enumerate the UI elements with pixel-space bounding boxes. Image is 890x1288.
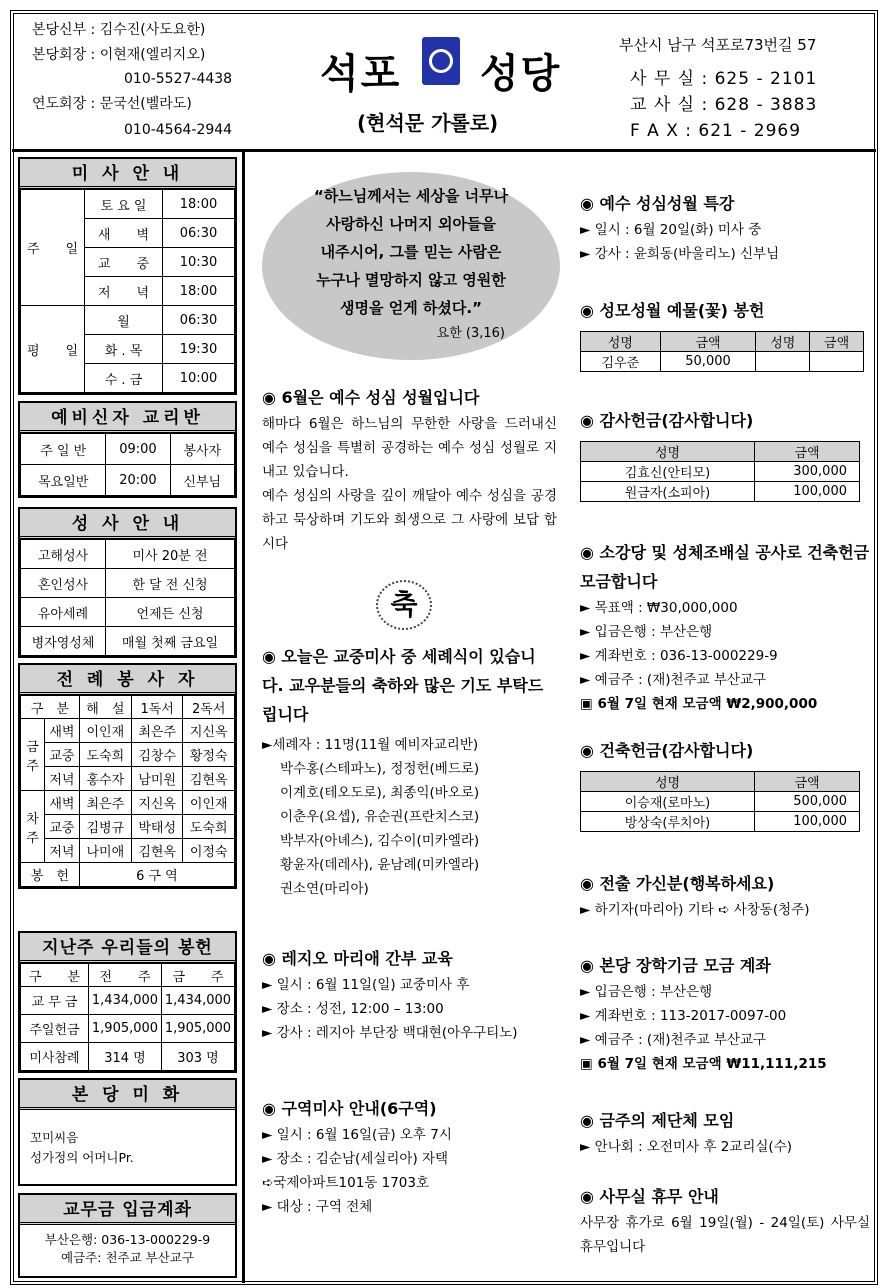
list-item: ► 계좌번호 : 036-13-000229-9 (580, 648, 778, 664)
teacher-phone: 교 사 실 : 628 - 3883 (630, 95, 818, 115)
table-row (21, 540, 235, 569)
table-cell: 교 중 (85, 248, 163, 277)
list-item: ► 일시 : 6월 20일(화) 미사 중 (580, 222, 762, 238)
table-cell: 500,000 (755, 792, 860, 812)
table-cell: 새벽 (45, 791, 80, 815)
table-row (21, 696, 235, 719)
account-title: 교무금 입금계좌 (20, 1195, 235, 1225)
table-cell: 수 . 금 (85, 364, 163, 393)
june-body: 해마다 6월은 하느님의 무한한 사랑을 드러내신 예수 성심을 특별히 공경하는 예수 성심 성월로 지내고 있습니다. (262, 416, 557, 480)
table-cell: 06:30 (163, 306, 235, 335)
table-cell: 교중 (45, 743, 80, 767)
list-item: ► 대상 : 구역 전체 (262, 1199, 373, 1215)
table-cell: 김현옥 (131, 839, 183, 863)
table-cell: 홍수자 (79, 767, 131, 791)
table-cell: 20:00 (106, 465, 170, 496)
flowers-title: 본 당 미 화 (20, 1080, 235, 1110)
sacraments-title: 성 사 안 내 (20, 509, 235, 539)
table-cell: 주 일 (21, 190, 85, 306)
table-cell: 금 주 (162, 964, 235, 987)
departed-line: ► 하기자(마리아) 기타 ➪ 사창동(청주) (580, 902, 810, 918)
table-cell: 이인재 (79, 719, 131, 743)
table-cell: 18:00 (163, 277, 235, 306)
groups-line: ► 안나회 : 오전미사 후 2교리실(수) (580, 1139, 793, 1155)
list-item: 이춘우(요셉), 유순권(프란치스코) (280, 809, 480, 825)
list-item: ► 일시 : 6월 11일(일) 교중미사 후 (262, 977, 470, 993)
table-cell: 이인재 (183, 791, 235, 815)
list-item: 박부자(아녜스), 김수이(미카엘라) (280, 833, 480, 849)
table-cell: 1,434,000 (89, 987, 162, 1015)
quote-line: 생명을 얻게 하셨다.” (340, 299, 482, 317)
table-row (21, 569, 235, 598)
liturgy-title: 전 례 봉 사 자 (20, 665, 235, 695)
church-logo-icon (422, 37, 460, 85)
table-cell: 미사 20분 전 (106, 540, 235, 569)
june-title: ◉ 6월은 예수 성심 성월입니다 (262, 388, 480, 407)
table-cell: 저녁 (45, 839, 80, 863)
flowers-line: 성가정의 어머니Pr. (30, 1150, 134, 1165)
table-cell: 이정숙 (183, 839, 235, 863)
president-phone: 010-5527-4438 (124, 71, 233, 87)
table-cell: 금액 (660, 332, 756, 352)
scholarship-total: ▣ 6월 7일 현재 모금액 ₩11,111,215 (580, 1056, 827, 1072)
table-cell: 신부님 (170, 465, 235, 496)
address: 부산시 남구 석포로73번길 57 (619, 36, 817, 54)
table-cell: 봉 헌 (21, 863, 80, 887)
table-cell: 미사참례 (21, 1043, 89, 1071)
header (12, 12, 876, 152)
table-cell: 성명 (581, 332, 661, 352)
table-cell: 10:00 (163, 364, 235, 393)
building-thanks-title: ◉ 건축헌금(감사합니다) (580, 741, 754, 760)
table-cell: 도숙희 (79, 743, 131, 767)
table-cell: 새 벽 (85, 219, 163, 248)
building-section (580, 538, 870, 716)
table-cell: 황정숙 (183, 743, 235, 767)
table-cell: 19:30 (163, 335, 235, 364)
table-cell: 봉사자 (170, 434, 235, 465)
table-row (21, 1015, 235, 1043)
table-cell: 06:30 (163, 219, 235, 248)
lecture-section (580, 190, 870, 266)
youth-president: 연도회장 : 문국선(벨라도) (32, 96, 192, 112)
table-cell: 1독서 (131, 696, 183, 719)
table-cell: 1,905,000 (162, 1015, 235, 1043)
table-cell (810, 352, 864, 372)
table-row (21, 987, 235, 1015)
table-cell: 저 녁 (85, 277, 163, 306)
office-closed-title: ◉ 사무실 휴무 안내 (580, 1187, 719, 1206)
mary-title: ◉ 성모성월 예물(꽃) 봉헌 (580, 301, 765, 320)
table-cell: 최은주 (79, 791, 131, 815)
table-cell: 한 달 전 신청 (106, 569, 235, 598)
quote-line: “하느님께서는 세상을 너무나 (313, 187, 509, 205)
table-cell: 100,000 (755, 812, 860, 832)
list-item: ► 예금주 : (재)천주교 부산교구 (580, 672, 767, 688)
office-closed-body: 사무장 휴가로 6월 19일(월) - 24일(토) 사무실 휴무입니다 (580, 1215, 870, 1255)
table-cell: 목요일반 (21, 465, 106, 496)
building-thanks-section (580, 737, 870, 832)
table-cell: 구 분 (21, 964, 89, 987)
flowers-line: 꼬미씨음 (30, 1130, 79, 1145)
table-row (21, 306, 235, 335)
table-cell: 전 주 (89, 964, 162, 987)
table-row (21, 1043, 235, 1071)
quote-source: 요한 (3,16) (436, 326, 505, 341)
table-cell: 박태성 (131, 815, 183, 839)
list-item: ► 장소 : 김순남(세실리아) 자택 (262, 1151, 449, 1167)
table-cell: 성명 (581, 442, 755, 462)
list-item: ► 일시 : 6월 16일(금) 오후 7시 (262, 1127, 452, 1143)
table-cell: 구 분 (21, 696, 80, 719)
account-box (18, 1193, 237, 1278)
table-cell: 지신옥 (131, 791, 183, 815)
table-cell: 금주 (21, 719, 45, 791)
table-cell: 차주 (21, 791, 45, 863)
subtitle: (현석문 가롤로) (357, 111, 499, 135)
table-cell: 300,000 (755, 462, 860, 482)
table-row (581, 332, 864, 352)
table-cell: 평 일 (21, 306, 85, 393)
table-cell: 월 (85, 306, 163, 335)
table-cell: 토 요 일 (85, 190, 163, 219)
table-cell: 18:00 (163, 190, 235, 219)
table-cell: 주 일 반 (21, 434, 106, 465)
table-cell: 이승재(로마노) (581, 792, 755, 812)
table-row (21, 767, 235, 791)
flowers-box (18, 1078, 237, 1186)
table-cell: 매월 첫째 금요일 (106, 627, 235, 656)
offering-title: 지난주 우리들의 봉헌 (20, 933, 235, 963)
legio-section (262, 945, 557, 1045)
table-row (581, 792, 860, 812)
account-holder: 예금주: 천주교 부산교구 (61, 1250, 194, 1265)
building-title: ◉ 소강당 및 성체조배실 공사로 건축헌금 모금합니다 (580, 543, 870, 591)
table-cell: 원금자(소피아) (581, 482, 755, 502)
table-cell: 303 명 (162, 1043, 235, 1071)
pastor: 본당신부 : 김수진(사도요한) (32, 22, 206, 38)
list-item: 황윤자(데레사), 윤남례(미카엘라) (280, 857, 480, 873)
table-cell: 성명 (581, 772, 755, 792)
table-cell: 남미원 (131, 767, 183, 791)
list-item: ► 입금은행 : 부산은행 (580, 624, 713, 640)
table-cell: 09:00 (106, 434, 170, 465)
table-cell: 교 무 금 (21, 987, 89, 1015)
list-item: 권소연(마리아) (280, 881, 369, 897)
scripture-quote (262, 172, 560, 360)
youth-phone: 010-4564-2944 (124, 122, 233, 138)
table-row (21, 964, 235, 987)
building-total: ▣ 6월 7일 현재 모금액 ₩2,900,000 (580, 696, 818, 712)
baptism-title: ◉ 오늘은 교중미사 중 세례식이 있습니다. 교우분들의 축하와 많은 기도 부탁드립니다 (262, 647, 544, 724)
offering-box (18, 931, 237, 1073)
table-cell: 새벽 (45, 719, 80, 743)
column-divider (242, 152, 245, 1283)
list-item: ► 예금주 : (재)천주교 부산교구 (580, 1032, 767, 1048)
sacraments-box (18, 507, 237, 658)
table-row (21, 627, 235, 656)
legio-title: ◉ 레지오 마리애 간부 교육 (262, 949, 453, 968)
table-cell (756, 352, 810, 372)
table-row (581, 462, 860, 482)
quote-line: 누구나 멸망하지 않고 영원한 (316, 271, 506, 289)
list-item: ►세례자 : 11명(11월 예비자교리반) (262, 737, 479, 753)
table-row (21, 839, 235, 863)
list-item: 박수홍(스테파노), 정정헌(베드로) (280, 761, 480, 777)
table-cell: 성명 (756, 332, 810, 352)
table-row (21, 743, 235, 767)
table-cell: 나미애 (79, 839, 131, 863)
table-cell: 병자영성체 (21, 627, 106, 656)
table-cell: 주일헌금 (21, 1015, 89, 1043)
liturgy-box (18, 663, 237, 889)
table-row (581, 442, 860, 462)
table-row (21, 719, 235, 743)
table-row (581, 772, 860, 792)
table-row (21, 190, 235, 219)
thanks-title: ◉ 감사헌금(감사합니다) (580, 411, 754, 430)
fax: F A X : 621 - 2969 (630, 121, 802, 141)
table-cell: 김우준 (581, 352, 661, 372)
quote-line: 내주시어, 그를 믿는 사람은 (320, 243, 502, 261)
list-item: 이계호(테오도로), 최종익(바오로) (280, 785, 480, 801)
table-row (581, 812, 860, 832)
thanks-section (580, 407, 870, 502)
baptism-section (262, 642, 557, 901)
table-row (21, 465, 235, 496)
list-item: ➪국제아파트101동 1703호 (262, 1175, 430, 1191)
celebration-emblem-icon: 축 (376, 580, 432, 630)
table-cell: 50,000 (660, 352, 756, 372)
table-cell: 도숙희 (183, 815, 235, 839)
table-cell: 교중 (45, 815, 80, 839)
list-item: ► 강사 : 윤희동(바울리노) 신부님 (580, 246, 780, 262)
table-cell: 1,434,000 (162, 987, 235, 1015)
catechism-title: 예비신자 교리반 (20, 403, 235, 433)
table-cell: 유아세례 (21, 598, 106, 627)
table-cell: 김효신(안티모) (581, 462, 755, 482)
title-left: 석포 (320, 51, 402, 97)
table-cell: 금액 (755, 442, 860, 462)
june-body: 예수 성심의 사랑을 깊이 깨달아 예수 성심을 공경하고 묵상하며 기도와 희생으로 그 사랑에 보답 합시다 (262, 488, 557, 552)
mass-schedule (18, 157, 237, 395)
table-cell: 100,000 (755, 482, 860, 502)
table-cell: 저녁 (45, 767, 80, 791)
table-row (21, 598, 235, 627)
table-row (21, 434, 235, 465)
table-row (21, 815, 235, 839)
table-cell: 314 명 (89, 1043, 162, 1071)
table-cell: 금액 (810, 332, 864, 352)
mary-section (580, 297, 870, 372)
table-cell: 김현옥 (183, 767, 235, 791)
scholarship-title: ◉ 본당 장학기금 모금 계좌 (580, 956, 771, 975)
quote-line: 사랑하신 나머지 외아들을 (326, 215, 496, 233)
title-right: 성당 (480, 51, 562, 97)
table-cell: 1,905,000 (89, 1015, 162, 1043)
table-cell: 혼인성사 (21, 569, 106, 598)
table-row (21, 863, 235, 887)
mass-title: 미 사 안 내 (20, 159, 235, 189)
list-item: ► 장소 : 성전, 12:00 – 13:00 (262, 1001, 444, 1017)
table-cell: 최은주 (131, 719, 183, 743)
june-section (262, 384, 557, 556)
district-title: ◉ 구역미사 안내(6구역) (262, 1099, 437, 1118)
president: 본당회장 : 이현재(엘리지오) (32, 47, 206, 63)
table-cell: 화 . 목 (85, 335, 163, 364)
departed-section (580, 870, 870, 922)
scholarship-section (580, 952, 870, 1076)
table-cell: 6 구 역 (79, 863, 234, 887)
table-cell: 방상숙(루치아) (581, 812, 755, 832)
table-cell: 지신옥 (183, 719, 235, 743)
table-cell: 2독서 (183, 696, 235, 719)
table-cell: 고해성사 (21, 540, 106, 569)
list-item: ► 강사 : 레지아 부단장 백대현(아우구티노) (262, 1025, 518, 1041)
table-cell: 김병규 (79, 815, 131, 839)
district-section (262, 1095, 557, 1219)
office-closed-section (580, 1183, 870, 1259)
list-item: ► 목표액 : ₩30,000,000 (580, 600, 738, 616)
catechism-box (18, 401, 237, 498)
table-row (581, 352, 864, 372)
table-row (21, 791, 235, 815)
departed-title: ◉ 전출 가신분(행복하세요) (580, 874, 775, 893)
table-cell: 해 설 (79, 696, 131, 719)
table-cell: 김창수 (131, 743, 183, 767)
table-row (581, 482, 860, 502)
list-item: ► 입금은행 : 부산은행 (580, 984, 713, 1000)
table-cell: 10:30 (163, 248, 235, 277)
table-cell: 언제든 신청 (106, 598, 235, 627)
list-item: ► 계좌번호 : 113-2017-0097-00 (580, 1008, 787, 1024)
office-phone: 사 무 실 : 625 - 2101 (630, 69, 818, 89)
groups-title: ◉ 금주의 제단체 모임 (580, 1111, 735, 1130)
account-bank: 부산은행: 036-13-000229-9 (44, 1232, 211, 1247)
lecture-title: ◉ 예수 성심성월 특강 (580, 194, 735, 213)
table-cell: 금액 (755, 772, 860, 792)
groups-section (580, 1107, 870, 1159)
